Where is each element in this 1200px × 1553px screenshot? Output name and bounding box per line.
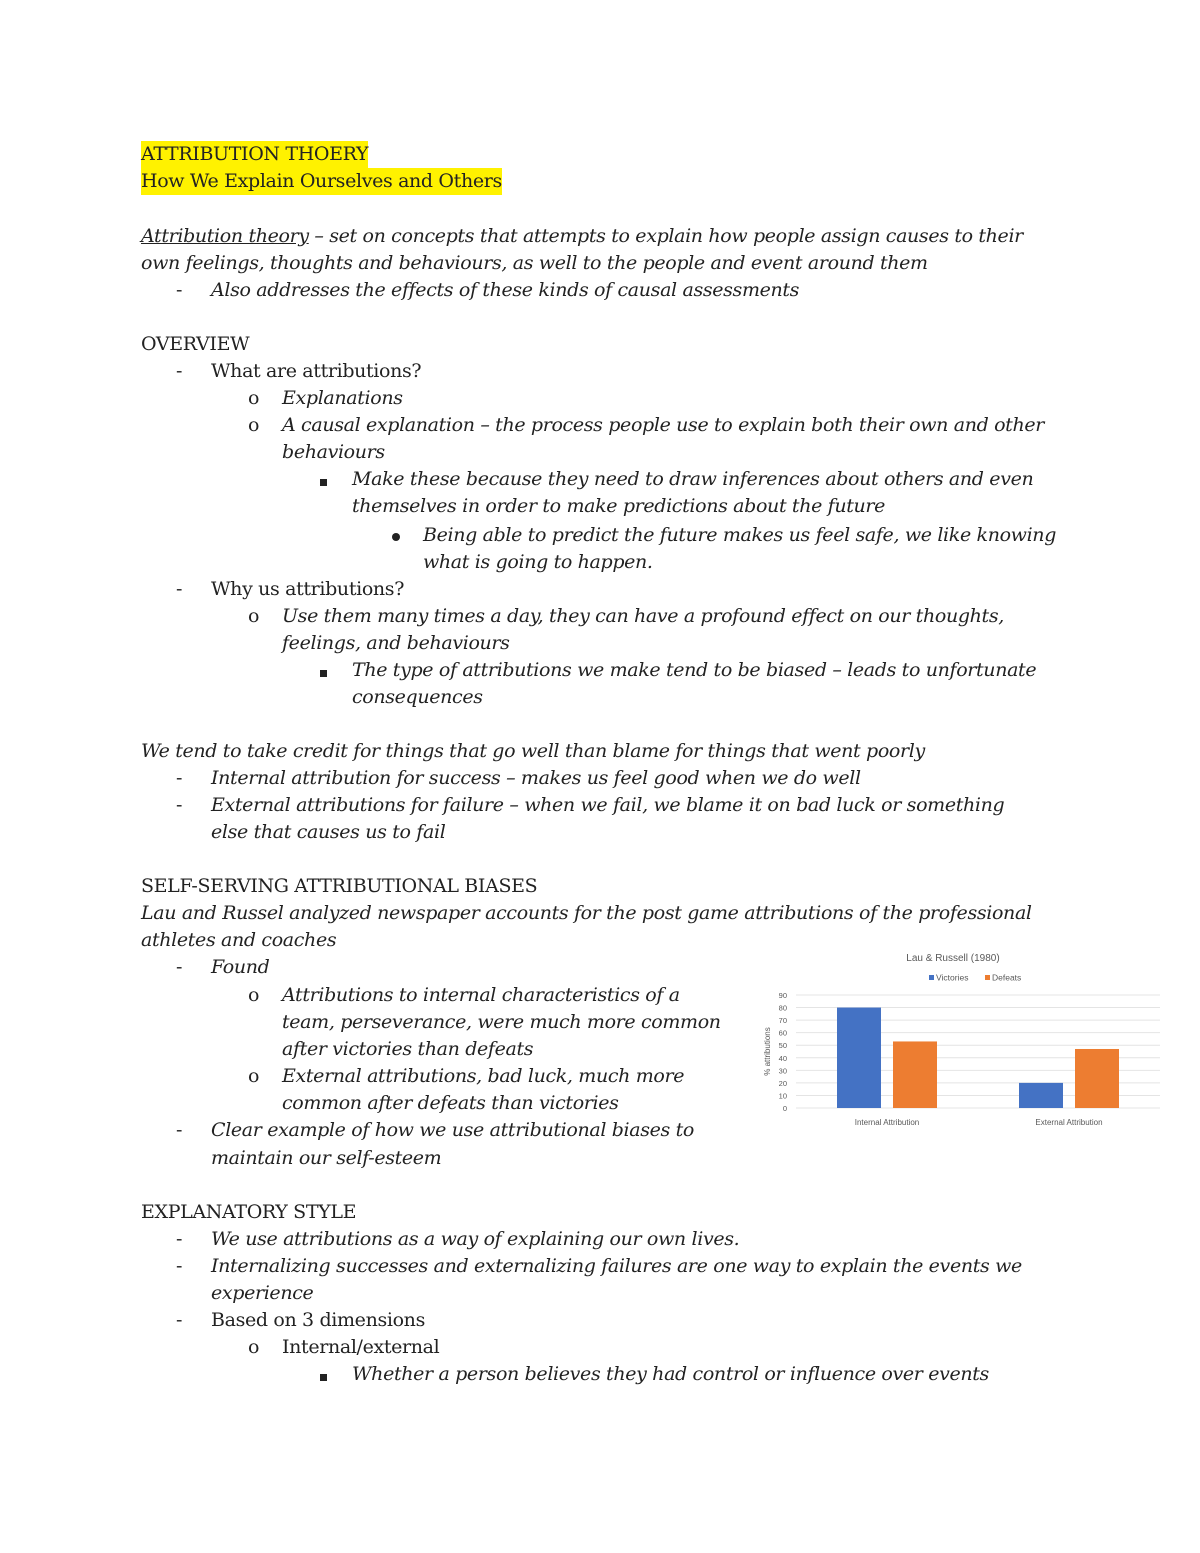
y-tick-label: 10 <box>778 1091 787 1101</box>
selfserving-intro-1: Lau and Russel analyzed newspaper accounts for the post game attributions of the professional <box>141 902 1032 924</box>
overview-q1-c2: themselves in order to make predictions about the future <box>352 495 886 517</box>
overview-q1-b1: A causal explanation – the process people use to explain both their own and other <box>282 414 1044 436</box>
y-tick-label: 50 <box>778 1041 787 1051</box>
credit-b2-1: External attributions for failure – when we fail, we blame it on bad luck or something <box>211 794 1005 816</box>
overview-q2: Why us attributions? <box>211 578 405 600</box>
y-tick-label: 80 <box>778 1003 787 1013</box>
legend-label-0: Victories <box>936 972 969 983</box>
round-bullet-icon <box>392 522 400 549</box>
circle-marker: o <box>248 1336 260 1358</box>
dash-marker: - <box>176 360 183 382</box>
y-tick-label: 60 <box>778 1028 787 1038</box>
credit-b1: Internal attribution for success – makes us feel good when we do well <box>211 767 861 789</box>
selfserving-intro-2: athletes and coaches <box>141 929 337 951</box>
credit-lead: We tend to take credit for things that go well than blame for things that went poorly <box>141 740 925 762</box>
selfserving-found: Found <box>211 956 270 978</box>
y-tick-label: 40 <box>778 1053 787 1063</box>
overview-q1-a: Explanations <box>282 387 403 409</box>
chart-title: Lau & Russell (1980) <box>906 953 1000 964</box>
dash-marker: - <box>176 1228 183 1250</box>
selfserving-f2-1: External attributions, bad luck, much more <box>282 1065 685 1087</box>
bar-defeats-1 <box>1075 1049 1119 1108</box>
circle-marker: o <box>248 984 260 1006</box>
overview-q2-a2: feelings, and behaviours <box>282 632 510 654</box>
dash-marker: - <box>176 794 183 816</box>
bar-chart <box>752 942 1170 1132</box>
legend-swatch-1 <box>985 975 990 980</box>
square-bullet-icon <box>320 467 327 494</box>
overview-q1-c1: Make these because they need to draw inferences about others and even <box>352 468 1034 490</box>
legend-label-1: Defeats <box>992 972 1022 983</box>
dash-marker: - <box>176 279 183 301</box>
definition-line <box>141 223 1023 250</box>
selfserving-heading: SELF-SERVING ATTRIBUTIONAL BIASES <box>141 875 538 897</box>
definition-term: Attribution theory <box>141 225 309 247</box>
x-tick-label: Internal Attribution <box>854 1118 920 1127</box>
bar-victories-0 <box>837 1008 881 1108</box>
y-tick-label: 30 <box>778 1066 787 1076</box>
overview-q2-a1: Use them many times a day, they can have a profound effect on our thoughts, <box>282 605 1004 627</box>
y-tick-label: 20 <box>778 1078 787 1088</box>
bar-victories-1 <box>1019 1083 1063 1108</box>
dash-marker: - <box>176 1255 183 1277</box>
circle-marker: o <box>248 605 260 627</box>
overview-q1: What are attributions? <box>211 360 422 382</box>
y-axis-label: % attributions <box>763 1027 772 1076</box>
x-tick-label: External Attribution <box>1035 1118 1103 1127</box>
doc-title: ATTRIBUTION THOERY <box>141 141 368 168</box>
credit-b2-2: else that causes us to fail <box>211 821 446 843</box>
selfserving-f1-1: Attributions to internal characteristics of a <box>282 984 680 1006</box>
selfserving-ex-2: maintain our self-esteem <box>211 1147 442 1169</box>
explanatory-b1: We use attributions as a way of explaining our own lives. <box>211 1228 740 1250</box>
overview-q2-b1: The type of attributions we make tend to be biased – leads to unfortunate <box>352 659 1037 681</box>
dash-marker: - <box>176 1119 183 1141</box>
explanatory-heading: EXPLANATORY STYLE <box>141 1201 357 1223</box>
explanatory-b3-a-i: Whether a person believes they had control or influence over events <box>352 1363 989 1385</box>
circle-marker: o <box>248 414 260 436</box>
overview-q1-b2: behaviours <box>282 441 385 463</box>
circle-marker: o <box>248 1065 260 1087</box>
bar-chart-svg <box>752 942 1170 1132</box>
definition-text: – set on concepts that attempts to explain how people assign causes to their <box>308 225 1023 247</box>
y-tick-label: 70 <box>778 1016 787 1026</box>
overview-q1-d1: Being able to predict the future makes us feel safe, we like knowing <box>423 524 1057 546</box>
dash-marker: - <box>176 956 183 978</box>
doc-subtitle: How We Explain Ourselves and Others <box>141 168 502 195</box>
explanatory-b3-a: Internal/external <box>282 1336 440 1358</box>
selfserving-f1-2: team, perseverance, were much more common <box>282 1011 721 1033</box>
explanatory-b2-2: experience <box>211 1282 314 1304</box>
square-bullet-icon <box>320 658 327 685</box>
dash-marker: - <box>176 1309 183 1331</box>
overview-q2-b2: consequences <box>352 686 483 708</box>
dash-marker: - <box>176 767 183 789</box>
y-tick-label: 0 <box>782 1104 787 1113</box>
legend-swatch-0 <box>929 975 934 980</box>
circle-marker: o <box>248 387 260 409</box>
overview-q1-d2: what is going to happen. <box>423 551 653 573</box>
bar-defeats-0 <box>893 1041 937 1108</box>
definition-bullet: Also addresses the effects of these kinds of causal assessments <box>211 279 800 301</box>
dash-marker: - <box>176 578 183 600</box>
y-tick-label: 90 <box>778 991 787 1000</box>
overview-heading: OVERVIEW <box>141 333 250 355</box>
selfserving-ex-1: Clear example of how we use attributional biases to <box>211 1119 695 1141</box>
definition-cont: own feelings, thoughts and behaviours, as well to the people and event around them <box>141 252 928 274</box>
selfserving-f2-2: common after defeats than victories <box>282 1092 619 1114</box>
explanatory-b3: Based on 3 dimensions <box>211 1309 425 1331</box>
square-bullet-icon <box>320 1362 327 1389</box>
selfserving-f1-3: after victories than defeats <box>282 1038 534 1060</box>
explanatory-b2-1: Internalizing successes and externalizing failures are one way to explain the events we <box>211 1255 1022 1277</box>
